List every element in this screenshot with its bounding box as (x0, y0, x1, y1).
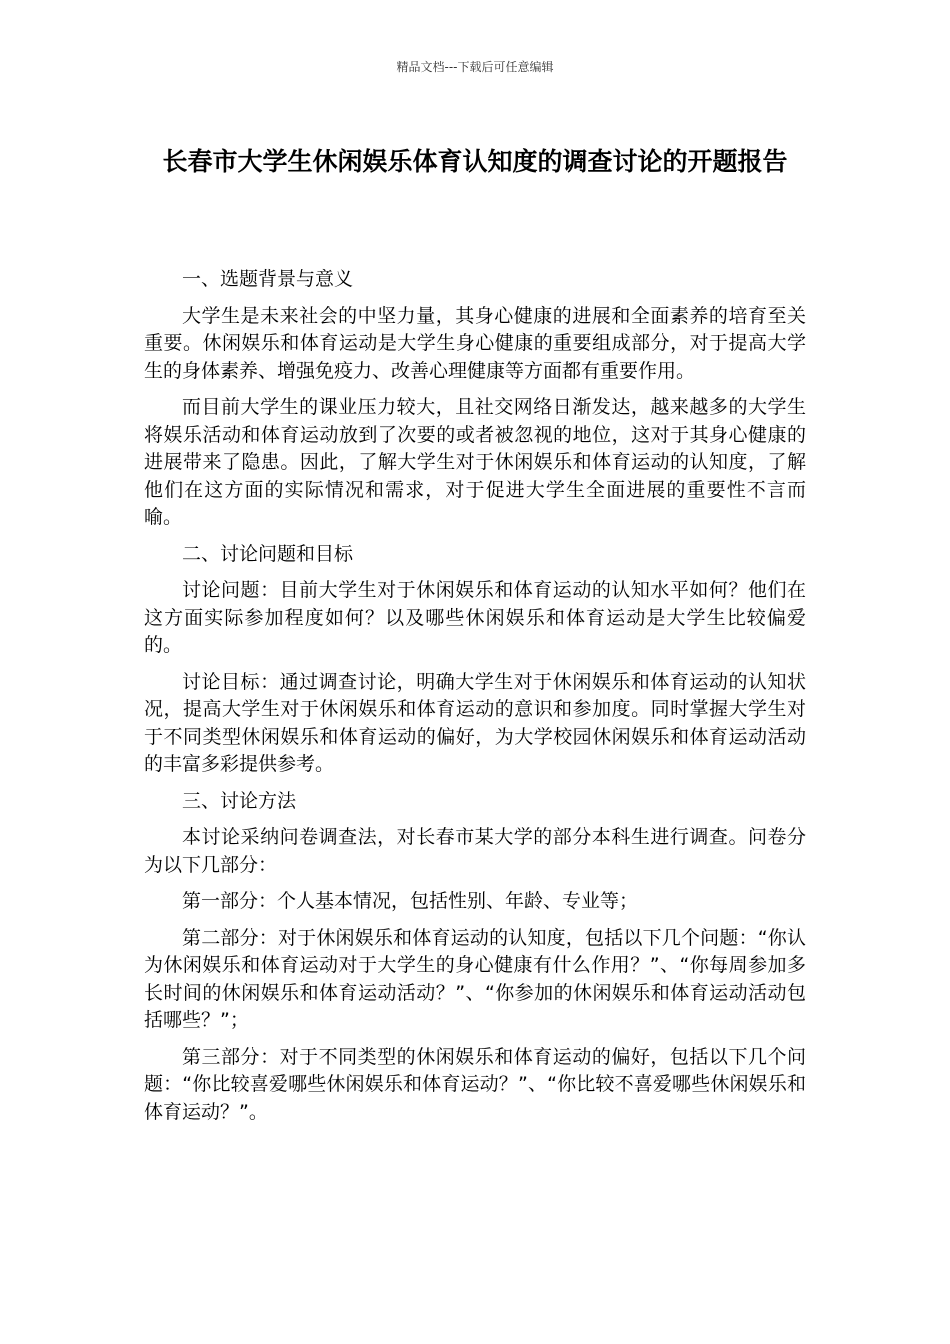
header-note: 精品文档---下载后可任意编辑 (396, 60, 554, 74)
body-paragraph: 第二部分：对于休闲娱乐和体育运动的认知度，包括以下几个问题：“你认为休闲娱乐和体育运动对于大学生的身心健康有什么作用？”、“你每周参加多长时间的休闲娱乐和体育运动活动？”、“你参加的休闲娱乐和体育运动活动包括哪些？”； (144, 926, 806, 1031)
body-paragraph: 大学生是未来社会的中坚力量，其身心健康的进展和全面素养的培育至关重要。休闲娱乐和体育运动是大学生身心健康的重要组成部分，对于提高大学生的身体素养、增强免疫力、改善心理健康等方面都有重要作用。 (144, 304, 806, 382)
body-paragraph: 讨论目标：通过调查讨论，明确大学生对于休闲娱乐和体育运动的认知状况，提高大学生对于休闲娱乐和体育运动的意识和参加度。同时掌握大学生对于不同类型休闲娱乐和体育运动的偏好，为大学校园休闲娱乐和体育运动活动的丰富多彩提供参考。 (144, 670, 806, 775)
document-title: 长春市大学生休闲娱乐体育认知度的调查讨论的开题报告 (162, 147, 788, 176)
document-body (144, 266, 806, 1135)
body-paragraph: 第三部分：对于不同类型的休闲娱乐和体育运动的偏好，包括以下几个问题：“你比较喜爱哪些休闲娱乐和体育运动？”、“你比较不喜爱哪些休闲娱乐和体育运动？”。 (144, 1045, 806, 1123)
body-paragraph: 讨论问题：目前大学生对于休闲娱乐和体育运动的认知水平如何？他们在这方面实际参加程度如何？以及哪些休闲娱乐和体育运动是大学生比较偏爱的。 (144, 579, 806, 656)
body-paragraph: 本讨论采纳问卷调查法，对长春市某大学的部分本科生进行调查。问卷分为以下几部分： (144, 826, 806, 876)
body-paragraph: 而目前大学生的课业压力较大，且社交网络日渐发达，越来越多的大学生将娱乐活动和体育运动放到了次要的或者被忽视的地位，这对于其身心健康的进展带来了隐患。因此，了解大学生对于休闲娱乐和体育运动的认知度，了解他们在这方面的实际情况和需求，对于促进大学生全面进展的重要性不言而喻。 (144, 396, 806, 528)
body-paragraph: 第一部分：个人基本情况，包括性别、年龄、专业等； (182, 890, 639, 912)
section-heading: 二、讨论问题和目标 (182, 542, 354, 565)
section-heading: 三、讨论方法 (182, 789, 297, 812)
section-heading: 一、选题背景与意义 (182, 268, 354, 290)
